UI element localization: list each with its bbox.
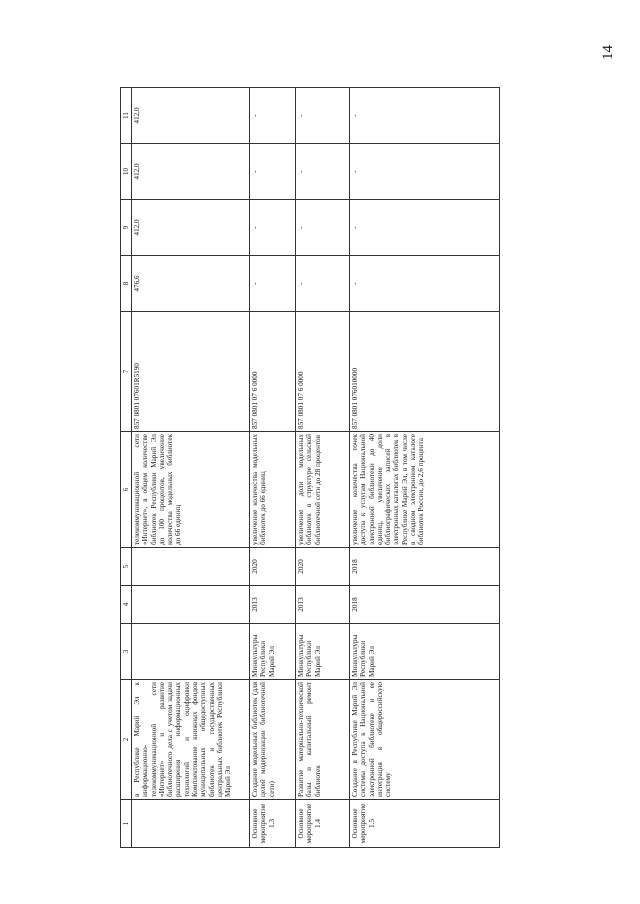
budget-code-cell: 857 0801 07 6 0000: [296, 312, 350, 432]
responsible-cell: Минкультуры Республики Марий Эл: [296, 624, 350, 680]
column-header: 3: [121, 624, 132, 680]
table-header-row: [121, 88, 132, 848]
column-header: 9: [121, 200, 132, 256]
measure-id-cell: Основное мероприятие 1.4: [296, 800, 350, 848]
budget-code-cell: 857 0801 07 6 0000: [250, 312, 296, 432]
result-cell: увеличение количества точек доступа к услугам Национальной электронной библиотеки до 40 единиц, увеличение доли библиографических записей в электронных каталогах библиотек в Республике Марий Эл, в том числе в сводном электронном каталоге библиотек России, до 2,6 процента: [350, 432, 500, 548]
amount-cell: -: [350, 88, 500, 144]
amount-cell: 476,6: [132, 256, 250, 312]
amount-cell: 412,0: [132, 88, 250, 144]
start-year-cell: [132, 586, 250, 624]
column-header: 11: [121, 88, 132, 144]
column-header: 1: [121, 800, 132, 848]
column-header: 4: [121, 586, 132, 624]
amount-cell: -: [350, 144, 500, 200]
rotated-table-container: [120, 88, 552, 848]
amount-cell: -: [250, 88, 296, 144]
responsible-cell: Минкультуры Республики Марий Эл: [250, 624, 296, 680]
responsible-cell: [132, 624, 250, 680]
amount-cell: -: [296, 200, 350, 256]
result-cell: телекоммуникационной сети «Интернет», в общем количестве библиотек Республики Марий Эл до 100 процентов, увеличение количества модельных библиотек до 66 единиц: [132, 432, 250, 548]
amount-cell: -: [296, 88, 350, 144]
measure-id-cell: Основное мероприятие 1.5: [350, 800, 500, 848]
amount-cell: -: [296, 256, 350, 312]
table-row: [132, 88, 250, 848]
program-measures-table: [120, 87, 500, 848]
amount-cell: -: [350, 200, 500, 256]
responsible-cell: Минкультуры Республики Марий Эл: [350, 624, 500, 680]
measure-id-cell: [132, 800, 250, 848]
table-row: [296, 88, 350, 848]
measure-name-cell: Развитие материально-технической базы и капитальный ремонт библиотек: [296, 680, 350, 800]
amount-cell: -: [250, 256, 296, 312]
amount-cell: -: [350, 256, 500, 312]
amount-cell: -: [296, 144, 350, 200]
amount-cell: 412,0: [132, 144, 250, 200]
column-header: 8: [121, 256, 132, 312]
end-year-cell: [132, 548, 250, 586]
result-cell: увеличение количества модельных библиотек до 66 единиц: [250, 432, 296, 548]
measure-name-cell: в Республике Марий Эл к информационно-телекоммуникационной сети «Интернет» и развитие библиотечного дела с учетом задачи расширения информационных технологий и оцифровки Комплектование книжных фондов муниципальных общедоступных библиотек и государственных центральных библиотек Республики Марий Эл: [132, 680, 250, 800]
end-year-cell: 2020: [250, 548, 296, 586]
column-header: 2: [121, 680, 132, 800]
table-row: [350, 88, 500, 848]
measure-name-cell: Создание модельных библиотек (для целей модернизации библиотечной сети): [250, 680, 296, 800]
column-header: 10: [121, 144, 132, 200]
amount-cell: -: [250, 200, 296, 256]
amount-cell: 412,0: [132, 200, 250, 256]
measure-id-cell: Основное мероприятие 1.3: [250, 800, 296, 848]
start-year-cell: 2013: [296, 586, 350, 624]
page-number: 14: [600, 45, 616, 60]
column-header: 7: [121, 312, 132, 432]
column-header: 5: [121, 548, 132, 586]
budget-code-cell: 857 0801 07601R5190: [132, 312, 250, 432]
table-row: [250, 88, 296, 848]
start-year-cell: 2018: [350, 586, 500, 624]
budget-code-cell: 857 0801 076010000: [350, 312, 500, 432]
amount-cell: -: [250, 144, 296, 200]
end-year-cell: 2018: [350, 548, 500, 586]
result-cell: увеличение доли модельных библиотек в структуре сельской библиотечной сети до 28 процентов: [296, 432, 350, 548]
start-year-cell: 2013: [250, 586, 296, 624]
measure-name-cell: Создание в Республике Марий Эл системы доступа к Национальной электронной библиотеке и ее интеграция в общероссийскую систему: [350, 680, 500, 800]
column-header: 6: [121, 432, 132, 548]
end-year-cell: 2020: [296, 548, 350, 586]
